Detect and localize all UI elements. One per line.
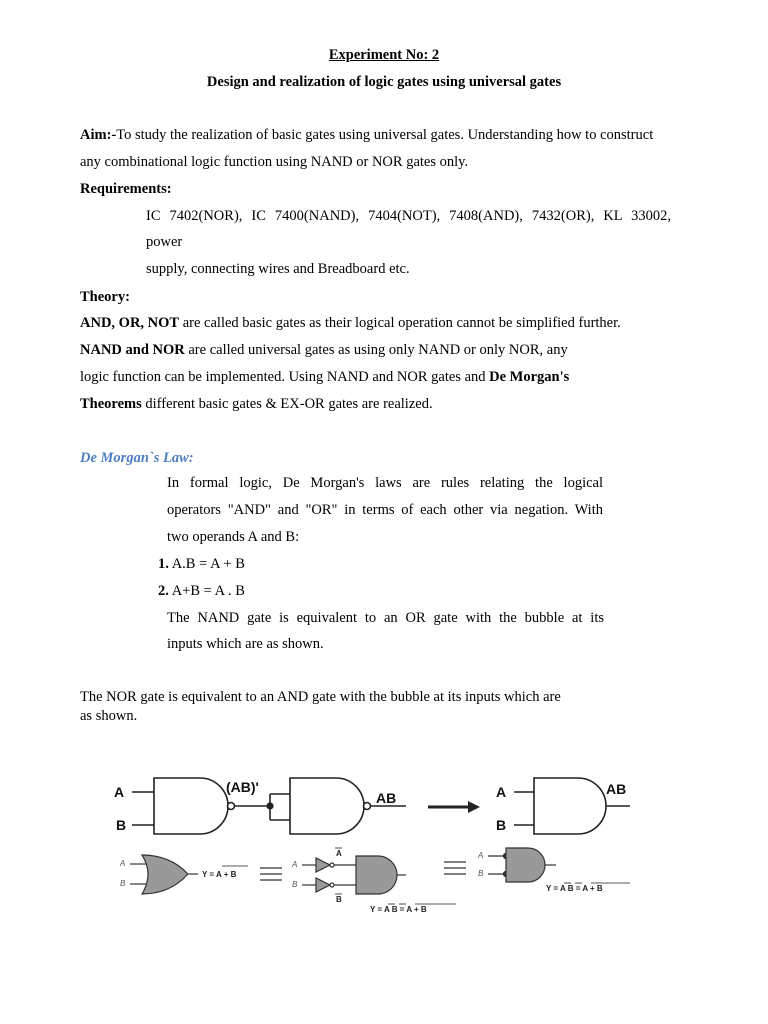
theory-line-1 bbox=[80, 315, 621, 332]
aim-label: Aim:- bbox=[80, 127, 117, 143]
theory-text-3: logic function can be implemented. Using NAND and NOR gates and bbox=[80, 369, 490, 385]
and-bubble-equation: Y = A B = A + B bbox=[546, 884, 603, 893]
or-gate bbox=[142, 855, 188, 894]
not-input-a: A bbox=[292, 860, 298, 869]
aim-line-1 bbox=[80, 127, 653, 144]
theory-demorgan: De Morgan's bbox=[489, 369, 570, 385]
page-title: Design and realization of logic gates using universal gates bbox=[206, 74, 562, 90]
and-bubble-input-b: B bbox=[478, 869, 484, 878]
output-label-2: AB bbox=[606, 781, 627, 797]
theory-text-1: are called basic gates as their logical operation cannot be simplified further. bbox=[179, 315, 621, 331]
and-gate-small bbox=[356, 856, 397, 894]
law-1-text: A.B = A + B bbox=[171, 556, 245, 572]
theory-theorems: Theorems bbox=[80, 396, 142, 412]
and-input-a-label: A bbox=[496, 784, 507, 800]
theory-line-4 bbox=[80, 396, 433, 413]
or-input-a: A bbox=[120, 859, 126, 868]
not-input-b: B bbox=[292, 880, 298, 889]
theory-basic-gates: AND, OR, NOT bbox=[80, 315, 180, 331]
requirements-line-3: supply, connecting wires and Breadboard etc. bbox=[146, 261, 410, 277]
or-equation: Y = A + B bbox=[202, 870, 237, 879]
theory-line-3 bbox=[80, 369, 569, 386]
nand-description-1: The NAND gate is equivalent to an OR gate with the bubble at its bbox=[167, 610, 604, 626]
intermediate-label: (AB)' bbox=[226, 779, 259, 795]
theory-text-4: different basic gates & EX-OR gates are realized. bbox=[141, 396, 433, 412]
demorgan-heading: De Morgan`s Law: bbox=[80, 450, 194, 466]
theory-line-2 bbox=[80, 342, 568, 359]
nand-description-2: inputs which are as shown. bbox=[167, 636, 324, 652]
nor-description-1: The NOR gate is equivalent to an AND gate with the bubble at its inputs which are bbox=[80, 689, 561, 705]
and-gate-bubbles bbox=[506, 848, 545, 882]
requirements-label: Requirements: bbox=[80, 181, 172, 197]
and-gate bbox=[534, 778, 606, 834]
law-2 bbox=[158, 583, 245, 600]
theory-universal-gates: NAND and NOR bbox=[80, 342, 185, 358]
output-label-1: AB bbox=[376, 790, 397, 806]
input-a-label: A bbox=[114, 784, 125, 800]
requirements-line-1: IC 7402(NOR), IC 7400(NAND), 7404(NOT), 7408(AND), 7432(OR), KL 33002, bbox=[146, 208, 671, 224]
nand-gate-1 bbox=[154, 778, 228, 834]
law-1-number: 1. bbox=[158, 556, 169, 572]
demorgan-intro-1: In formal logic, De Morgan's laws are rules relating the logical bbox=[167, 475, 603, 491]
arrow-icon bbox=[428, 801, 480, 813]
aim-line-2: any combinational logic function using NAND or NOR gates only. bbox=[80, 154, 469, 170]
or-input-b: B bbox=[120, 879, 126, 888]
and-bubble-input-a: A bbox=[478, 851, 484, 860]
logic-gates-figure bbox=[110, 770, 640, 920]
theory-label: Theory: bbox=[80, 289, 130, 305]
law-2-text: A+B = A . B bbox=[171, 583, 245, 599]
requirements-line-2: power bbox=[146, 234, 183, 250]
experiment-number: Experiment No: 2 bbox=[328, 47, 440, 63]
nand-gate-2 bbox=[290, 778, 364, 834]
theory-text-2: are called universal gates as using only NAND or only NOR, any bbox=[184, 342, 568, 358]
demorgan-intro-3: two operands A and B: bbox=[167, 529, 300, 545]
nor-description-2: as shown. bbox=[80, 708, 138, 724]
aim-text-1: To study the realization of basic gates using universal gates. Understanding how to construct bbox=[116, 127, 654, 143]
nand-1-bubble bbox=[228, 803, 235, 810]
a-bar-label: A bbox=[336, 849, 342, 858]
and-input-b-label: B bbox=[496, 817, 507, 833]
b-bar-label: B bbox=[336, 895, 342, 904]
law-1 bbox=[158, 556, 245, 573]
not-gate-a bbox=[316, 858, 330, 872]
not-gate-b bbox=[316, 878, 330, 892]
input-b-label: B bbox=[116, 817, 127, 833]
nand-2-bubble bbox=[364, 803, 371, 810]
law-2-number: 2. bbox=[158, 583, 169, 599]
and-equation: Y = A B = A + B bbox=[370, 905, 427, 914]
demorgan-intro-2: operators "AND" and "OR" in terms of each other via negation. With bbox=[167, 502, 603, 518]
